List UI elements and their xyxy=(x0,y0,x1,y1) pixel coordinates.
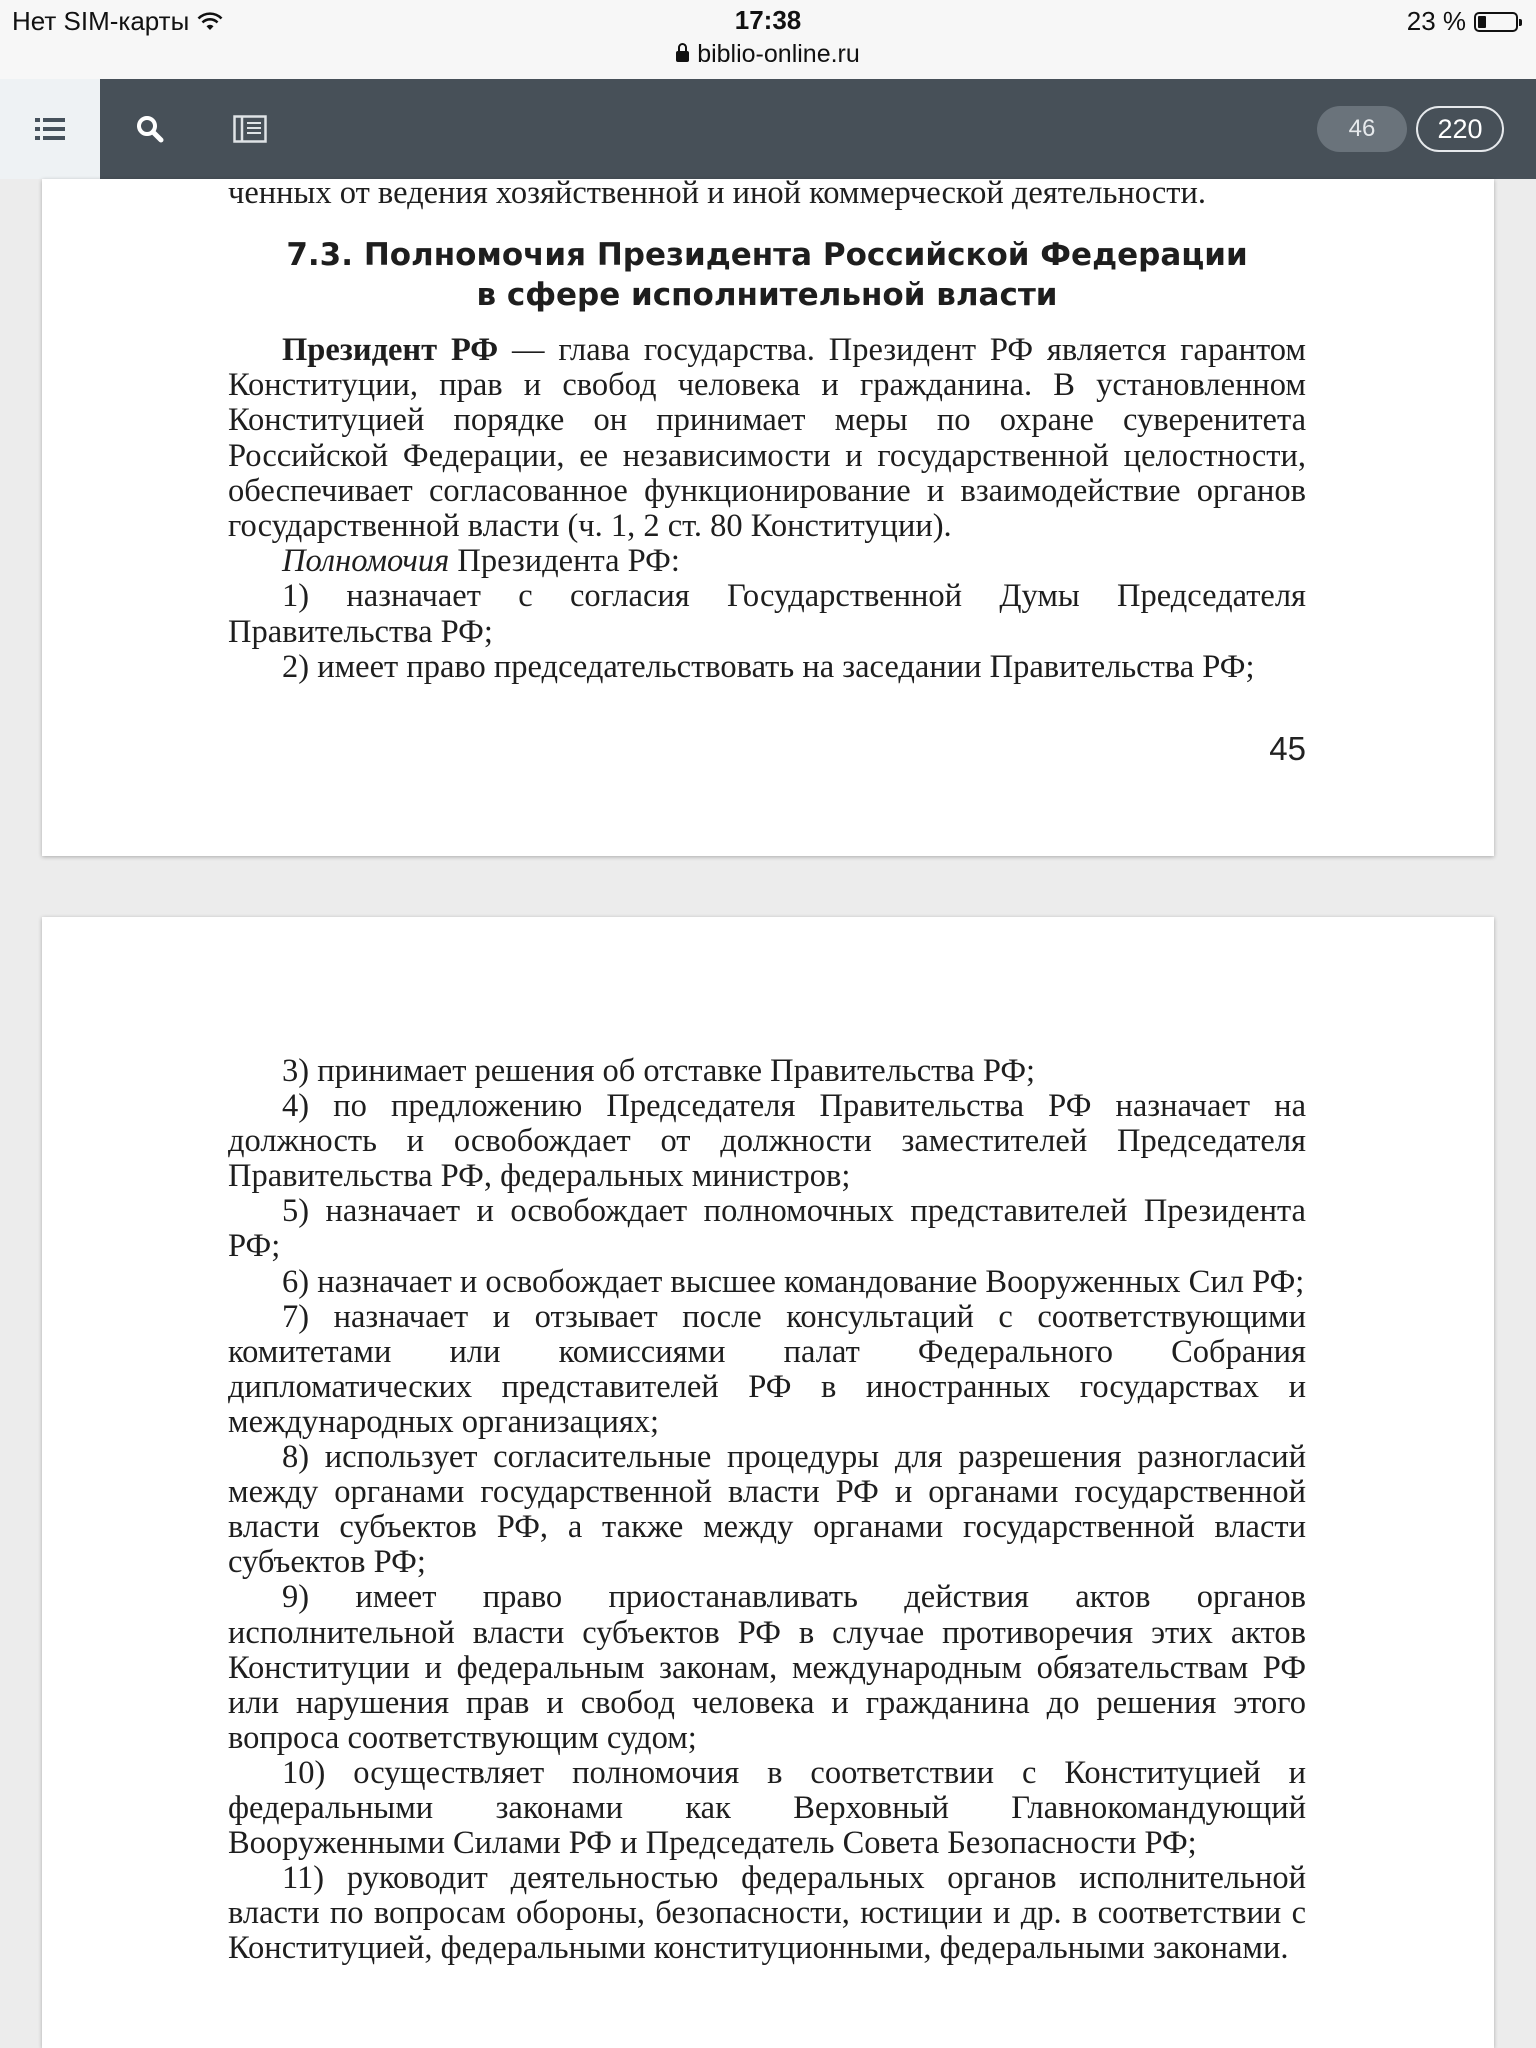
status-bar xyxy=(0,0,1536,80)
list-item: 10) осуществляет полномочия в соответствии с Конституцией и федеральными законами как Верховный Главнокомандующий Вооруженными Силами РФ и Председатель Совета Безопасности РФ; xyxy=(228,1754,1306,1862)
address-bar[interactable] xyxy=(0,40,1536,69)
italic-term: Полномочия xyxy=(282,543,450,580)
list-item: 5) назначает и освобождает полномочных представителей Президента РФ; xyxy=(228,1193,1306,1265)
page-number: 45 xyxy=(1269,730,1306,767)
document-page xyxy=(42,917,1494,2048)
page-body xyxy=(228,1054,1306,1966)
list-item: 8) использует согласительные процедуры для разрешения разногласий между органами государственной власти РФ и органами государственной власти субъектов РФ, а также между органами государственной власти субъектов РФ; xyxy=(228,1439,1306,1581)
section-title-line: в сфере исполнительной власти xyxy=(476,277,1058,313)
battery-percent: 23 % xyxy=(1406,6,1466,36)
carrier-label: Нет SIM-карты xyxy=(12,6,190,36)
list-item: 7) назначает и отзывает после консультаций с соответствующими комитетами или комиссиями палат Федерального Собрания дипломатических представителей РФ в иностранных государствах и международных организациях; xyxy=(228,1298,1306,1440)
bold-term: Президент РФ xyxy=(282,332,499,368)
paragraph-text: Президента РФ: xyxy=(449,543,680,580)
menu-button[interactable] xyxy=(0,79,100,179)
section-title xyxy=(228,235,1306,315)
search-button[interactable] xyxy=(100,79,200,179)
paragraph-text: — глава государства. Президент РФ является гарантом Конституции, прав и свобод человека и гражданина. В установленном Конституцией порядке он принимает меры по охране суверенитета Российской Федерации, ее независимости и государственной целостности, обеспечивает согласованное функционирование и взаимодействие органов государственной власти (ч. 1, 2 ст. 80 Конституции). xyxy=(228,332,1306,545)
list-item: 4) по предложению Председателя Правительства РФ назначает на должность и освобождает от должности заместителей Председателя Правительства РФ, федеральных министров; xyxy=(228,1088,1306,1195)
search-icon xyxy=(136,115,164,143)
lock-icon xyxy=(676,51,689,62)
page-top-text xyxy=(228,176,1306,211)
list-item: 1) назначает с согласия Государственной Думы Председателя Правительства РФ; xyxy=(228,578,1306,650)
page-body xyxy=(228,333,1306,685)
list-item: 6) назначает и освобождает высшее командование Вооруженных Сил РФ; xyxy=(282,1263,1305,1300)
document-page xyxy=(42,175,1494,856)
list-item: 9) имеет право приостанавливать действия актов органов исполнительной власти субъектов РФ в случае противоречия этих актов Конституции и федеральным законам, международным обязательствам РФ или нарушения прав и свобод человека и гражданина до решения этого вопроса соответствующим судом; xyxy=(228,1579,1306,1756)
book-icon xyxy=(233,115,267,143)
list-item: 2) имеет право председательствовать на заседании Правительства РФ; xyxy=(282,648,1255,685)
toc-button[interactable] xyxy=(200,79,300,179)
list-item: 3) принимает решения об отставке Правительства РФ; xyxy=(282,1053,1036,1089)
list-icon xyxy=(35,117,65,141)
paragraph xyxy=(228,544,1306,579)
reader-toolbar xyxy=(0,79,1536,179)
list-item: 11) руководит деятельностью федеральных органов исполнительной власти по вопросам обороны, безопасности, юстиции и др. в соответствии с Конституцией, федеральными конституционными, федеральными законами. xyxy=(228,1860,1306,1967)
url-text: biblio-online.ru xyxy=(697,40,860,68)
battery-group xyxy=(1407,6,1518,37)
total-pages-badge: 220 xyxy=(1416,106,1504,152)
section-title-line: 7.3. Полномочия Президента Российской Федерации xyxy=(286,237,1248,273)
battery-icon xyxy=(1474,12,1518,32)
current-page-input[interactable]: 46 xyxy=(1317,106,1407,152)
paragraph xyxy=(228,333,1306,544)
paragraph: ченных от ведения хозяйственной и иной коммерческой деятельности. xyxy=(228,175,1207,211)
battery-fill xyxy=(1478,16,1486,28)
clock: 17:38 xyxy=(734,5,802,35)
